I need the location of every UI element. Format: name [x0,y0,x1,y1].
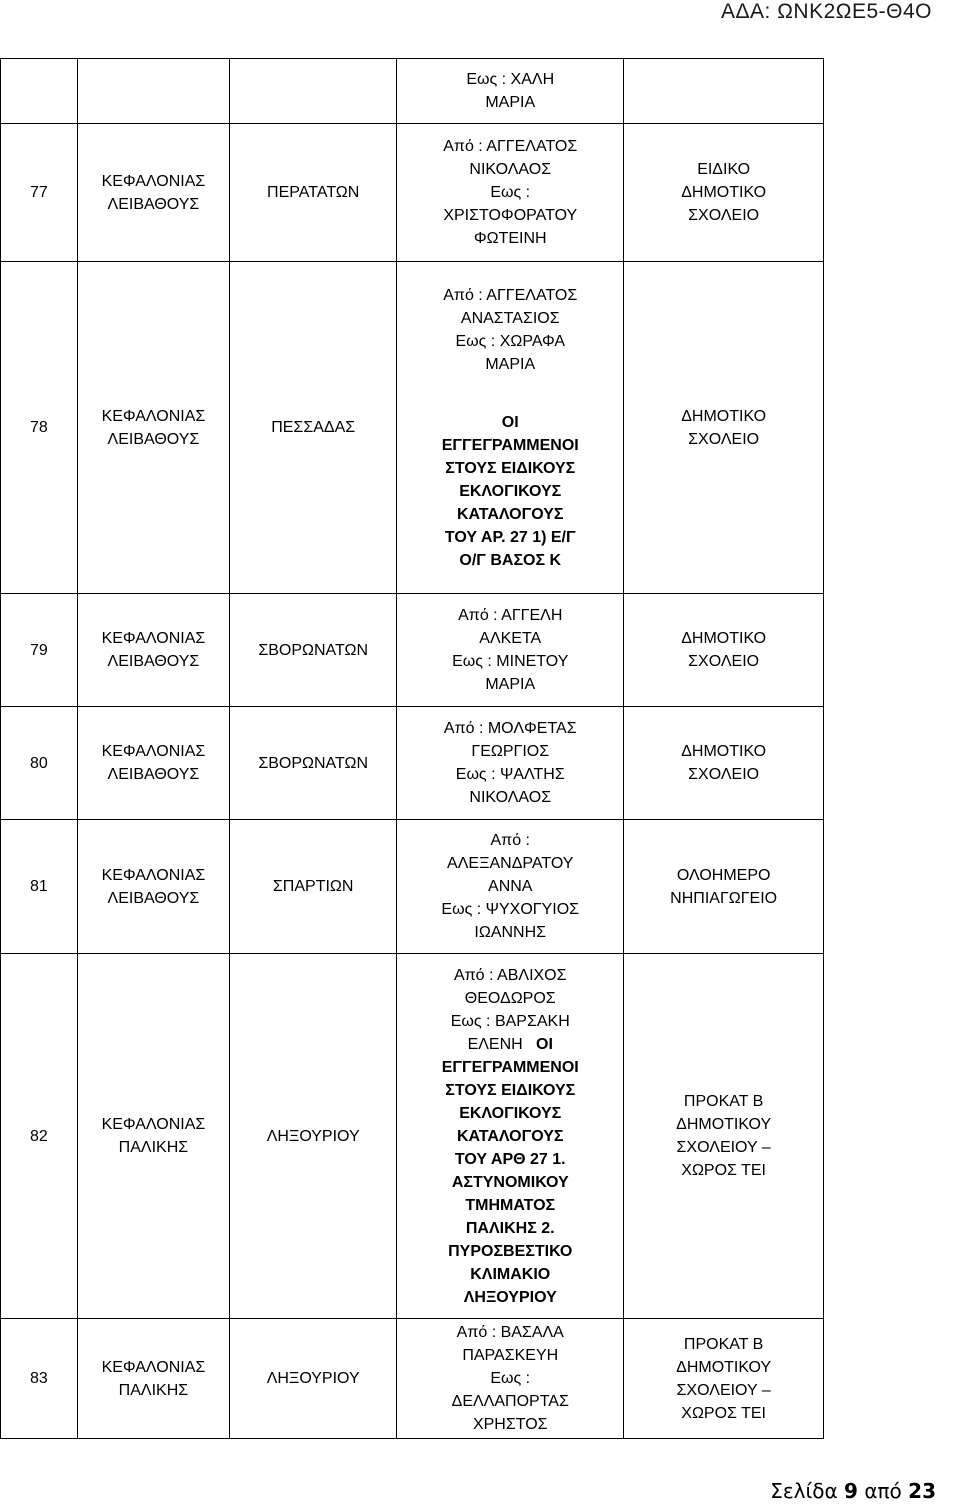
station-number-cell [1,954,78,1319]
cell-line: ΔΗΜΟΤΙΚΟ [681,407,767,425]
cell-line: ΟΙ [501,413,519,431]
municipality-cell [77,707,229,820]
cell-line: ΛΕΙΒΑΘΟΥΣ [107,889,200,907]
cell-line: Εως : ΒΑΡΣΑΚΗ [450,1012,570,1030]
building-cell [624,59,824,124]
cell-line: ΕΓΓΕΓΡΑΜΜΕΝΟΙ [441,1058,579,1076]
voters-range-cell [397,124,624,262]
cell-line: ΕΓΓΕΓΡΑΜΜΕΝΟΙ [441,436,579,454]
cell-line: ΣΤΟΥΣ ΕΙΔΙΚΟΥΣ [445,1081,576,1099]
cell-line: ΓΕΩΡΓΙΟΣ [471,743,550,760]
municipality-cell [77,594,229,707]
cell-line: ΣΤΟΥΣ ΕΙΔΙΚΟΥΣ [445,459,576,477]
footer-label: Σελίδα [770,1479,838,1503]
location-cell [230,820,397,954]
cell-line: ΚΑΤΑΛΟΓΟΥΣ [457,1127,564,1145]
location-name: ΛΗΞΟΥΡΙΟΥ [266,1127,360,1145]
location-name: ΣΠΑΡΤΙΩΝ [272,878,354,895]
cell-line: ΣΧΟΛΕΙΟ [688,430,760,448]
cell-line: ΛΕΙΒΑΘΟΥΣ [107,653,200,670]
cell-line: ΠΑΛΙΚΗΣ [118,1139,189,1156]
location-name: ΠΕΣΣΑΔΑΣ [271,419,356,436]
location-cell [230,954,397,1319]
cell-line: ΔΗΜΟΤΙΚΟ [681,184,767,201]
voters-range-cell [397,707,624,820]
cell-line: ΣΧΟΛΕΙΟ [688,653,760,670]
cell-line: ΜΑΡΙΑ [485,94,536,111]
station-number-cell [1,707,78,820]
station-number: 77 [29,184,48,201]
voters-range-cell [397,1319,624,1439]
station-number: 83 [29,1370,48,1387]
cell-line: ΑΝΝΑ [488,878,533,895]
municipality-cell [77,59,229,124]
cell-line: ΔΗΜΟΤΙΚΟΥ [676,1358,772,1376]
cell-line: Από : ΒΑΣΑΛΑ [456,1324,564,1341]
cell-line: ΚΛΙΜΑΚΙΟ [470,1265,551,1283]
station-number: 81 [29,878,48,895]
building-cell [624,707,824,820]
voters-range-cell [397,954,624,1319]
cell-line: ΣΧΟΛΕΙΟ [688,766,760,783]
municipality-cell [77,1319,229,1439]
cell-line: ΤΟΥ ΑΡ. 27 1) Ε/Γ [444,528,576,546]
cell-line: ΛΗΞΟΥΡΙΟΥ [463,1288,557,1306]
cell-line: ΚΕΦΑΛΟΝΙΑΣ [101,743,206,760]
cell-line: ΑΝΑΣΤΑΣΙΟΣ [460,309,560,327]
ada-code: ΑΔΑ: ΩΝΚ2ΩΕ5-Θ4Ο [721,0,932,23]
building-cell [624,594,824,707]
location-name: ΣΒΟΡΩΝΑΤΩΝ [258,641,369,659]
cell-line: ΜΑΡΙΑ [485,676,536,693]
cell-line: ΔΕΛΛΑΠΟΡΤΑΣ [451,1393,569,1410]
cell-line: Από : ΑΓΓΕΛΗ [458,607,563,624]
cell-line: ΚΕΦΑΛΟΝΙΑΣ [101,1116,206,1133]
station-number: 78 [29,419,48,436]
footer-page: 9 [844,1479,858,1503]
voters-range-cell [397,820,624,954]
cell-line: ΚΕΦΑΛΟΝΙΑΣ [101,1358,206,1376]
location-name: ΣΒΟΡΩΝΑΤΩΝ [258,754,369,772]
location-cell [230,124,397,262]
cell-line: ΧΡΙΣΤΟΦΟΡΑΤΟΥ [443,207,578,224]
cell-line: Από : ΑΒΛΙΧΟΣ [453,966,567,984]
cell-line: ΟΛΟΗΜΕΡΟ [676,866,771,884]
municipality-cell [77,262,229,594]
table-row [1,59,824,124]
cell-line: Εως : ΨΥΧΟΓΥΙΟΣ [441,901,580,918]
cell-line: ΕΚΛΟΓΙΚΟΥΣ [459,1104,562,1122]
station-number-cell [1,262,78,594]
cell-line: ΚΕΦΑΛΟΝΙΑΣ [101,407,206,425]
cell-line: ΧΩΡΟΣ ΤΕΙ [681,1404,766,1422]
table-row [1,820,824,954]
cell-line: Από : ΑΓΓΕΛΑΤΟΣ [443,138,578,155]
building-cell [624,262,824,594]
cell-line: ΠΑΛΙΚΗΣ [118,1381,189,1399]
cell-line: Εως : ΜΙΝΕΤΟΥ [452,653,569,670]
cell-line: ΛΕΙΒΑΘΟΥΣ [107,766,200,783]
cell-line: ΕΙΔΙΚΟ [697,161,751,178]
cell-line: ΝΗΠΙΑΓΩΓΕΙΟ [670,889,778,907]
cell-line: ΔΗΜΟΤΙΚΟ [681,630,767,647]
cell-line: ΤΜΗΜΑΤΟΣ [465,1196,556,1214]
building-cell [624,1319,824,1439]
municipality-cell [77,124,229,262]
cell-line: Από : ΑΓΓΕΛΑΤΟΣ [443,286,578,304]
cell-line: ΔΗΜΟΤΙΚΟ [681,743,767,760]
cell-line: ΚΕΦΑΛΟΝΙΑΣ [101,172,206,190]
table-row [1,1319,824,1439]
table-row [1,124,824,262]
station-number: 79 [29,641,48,659]
station-number: 82 [29,1127,48,1145]
location-name: ΛΗΞΟΥΡΙΟΥ [266,1370,360,1387]
cell-line: ΑΣΤΥΝΟΜΙΚΟΥ [451,1173,569,1191]
location-cell [230,262,397,594]
page-footer [770,1480,936,1502]
cell-line: Από : ΜΟΛΦΕΤΑΣ [443,720,577,737]
cell-line: Εως : [490,184,531,201]
cell-line: Εως : ΨΑΛΤΗΣ [455,766,565,783]
cell-line: ΛΕΙΒΑΘΟΥΣ [107,195,200,213]
station-number: 80 [29,754,48,772]
station-number-cell [1,59,78,124]
cell-line: ΣΧΟΛΕΙΟ [688,207,760,224]
cell-line: ΚΑΤΑΛΟΓΟΥΣ [457,505,564,523]
cell-line: ΑΛΚΕΤΑ [479,630,542,647]
cell-line: ΧΡΗΣΤΟΣ [472,1416,548,1433]
footer-of: από [864,1479,902,1503]
table-row [1,594,824,707]
cell-line: ΛΕΙΒΑΘΟΥΣ [107,430,200,448]
cell-line: ΑΛΕΞΑΝΔΡΑΤΟΥ [447,855,574,872]
polling-stations-table [0,58,824,1439]
table-row [1,954,824,1319]
cell-line: ΦΩΤΕΙΝΗ [473,230,547,247]
building-cell [624,954,824,1319]
station-number-cell [1,124,78,262]
cell-line: ΠΑΛΙΚΗΣ 2. [465,1219,555,1237]
cell-line: ΤΟΥ ΑΡΘ 27 1. [454,1150,566,1168]
cell-line: ΠΑΡΑΣΚΕΥΗ [462,1347,559,1364]
cell-line: Εως : ΧΩΡΑΦΑ [455,332,565,350]
building-cell [624,820,824,954]
voters-range-cell [397,59,624,124]
voters-range-cell [397,594,624,707]
municipality-cell [77,820,229,954]
table-row [1,262,824,594]
cell-line: ΔΗΜΟΤΙΚΟΥ [676,1116,772,1133]
location-name: ΠΕΡΑΤΑΤΩΝ [267,184,360,201]
cell-line: ΠΡΟΚΑΤ Β [683,1335,764,1353]
municipality-cell [77,954,229,1319]
location-cell [230,59,397,124]
station-number-cell [1,1319,78,1439]
location-cell [230,594,397,707]
cell-line: ΣΧΟΛΕΙΟΥ – [676,1381,771,1399]
footer-total: 23 [908,1479,936,1503]
location-cell [230,1319,397,1439]
location-cell [230,707,397,820]
cell-line: ΧΩΡΟΣ ΤΕΙ [681,1162,766,1179]
cell-line: Εως : [490,1370,531,1387]
cell-line: Ο/Γ ΒΑΣΟΣ Κ [459,551,562,569]
cell-line: ΕΚΛΟΓΙΚΟΥΣ [459,482,562,500]
station-number-cell [1,820,78,954]
cell-line: ΠΡΟΚΑΤ Β [683,1093,764,1110]
cell-line [401,1033,619,1056]
cell-line: Από : [490,832,530,849]
cell-line: ΘΕΟΔΩΡΟΣ [464,989,556,1007]
station-number-cell [1,594,78,707]
cell-line: ΚΕΦΑΛΟΝΙΑΣ [101,630,206,647]
cell-text-bold: ΟΙ [536,1035,553,1053]
voters-range-cell [397,262,624,594]
cell-line: ΙΩΑΝΝΗΣ [474,924,547,941]
table-row [1,707,824,820]
cell-line: ΚΕΦΑΛΟΝΙΑΣ [101,866,206,884]
cell-line: ΠΥΡΟΣΒΕΣΤΙΚΟ [448,1242,573,1260]
cell-line: Εως : ΧΑΛΗ [466,71,555,88]
cell-line: ΝΙΚΟΛΑΟΣ [469,789,552,806]
cell-line: ΝΙΚΟΛΑΟΣ [469,161,552,178]
cell-line: ΜΑΡΙΑ [485,355,536,373]
cell-line: ΣΧΟΛΕΙΟΥ – [676,1139,771,1156]
cell-text: ΕΛΕΝΗ [467,1035,523,1053]
building-cell [624,124,824,262]
